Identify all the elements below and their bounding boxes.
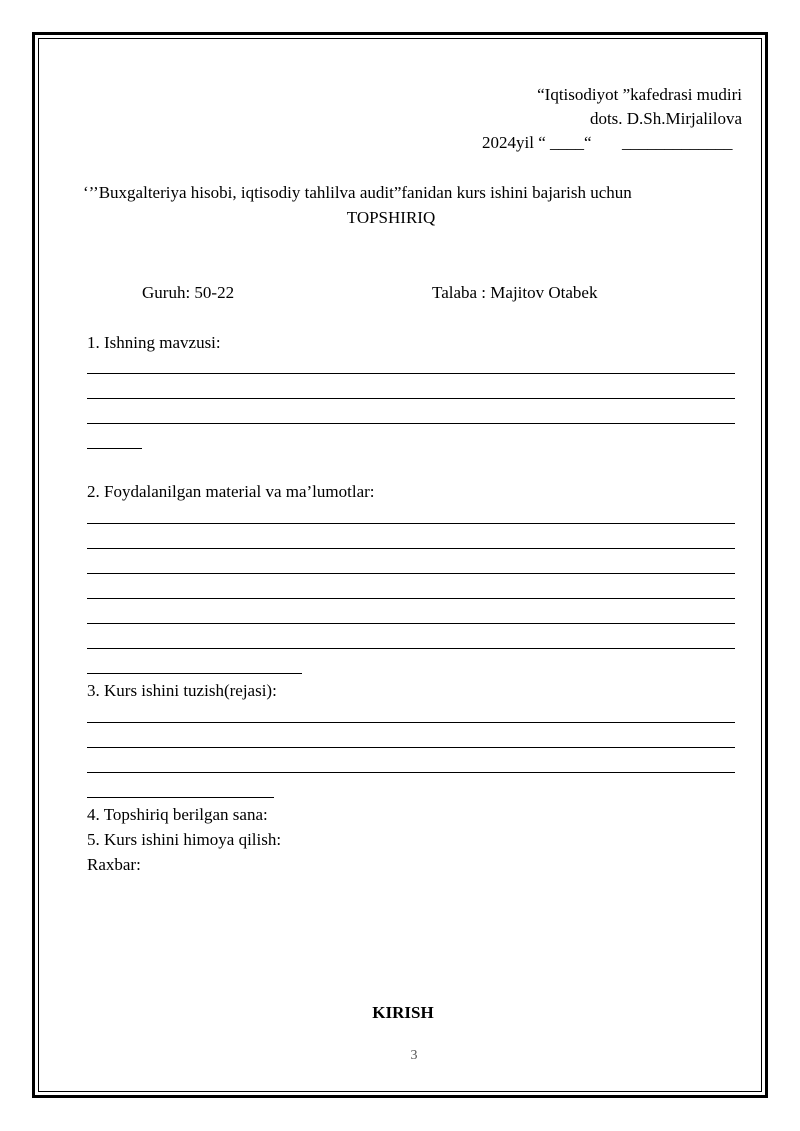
topic-line-4 <box>87 448 142 449</box>
plan-line-1 <box>87 722 735 723</box>
header-department-head: “Iqtisodiyot ”kafedrasi mudiri <box>537 85 742 104</box>
header-date-prefix: 2024yil “ ____“ <box>482 133 592 152</box>
subject-line: ‘’’Buxgalteriya hisobi, iqtisodiy tahlilva audit”fanidan kurs ishini bajarish uchun <box>83 183 632 202</box>
plan-line-2 <box>87 747 735 748</box>
student-label: Talaba : Majitov Otabek <box>432 283 598 302</box>
topic-line-1 <box>87 373 735 374</box>
materials-line-7 <box>87 673 302 674</box>
plan-line-3 <box>87 772 735 773</box>
topic-line-2 <box>87 398 735 399</box>
header-date-signature-blank: _____________ <box>622 133 733 152</box>
supervisor-label: Raxbar: <box>87 855 141 874</box>
materials-line-5 <box>87 623 735 624</box>
group-label: Guruh: 50-22 <box>142 283 235 302</box>
item-issue-date-label: 4. Topshiriq berilgan sana: <box>87 805 268 824</box>
topic-line-3 <box>87 423 735 424</box>
materials-line-6 <box>87 648 735 649</box>
item-topic-label: 1. Ishning mavzusi: <box>87 333 221 352</box>
materials-line-1 <box>87 523 735 524</box>
section-heading-introduction: KIRISH <box>372 1003 434 1022</box>
materials-line-4 <box>87 598 735 599</box>
item-plan-label: 3. Kurs ishini tuzish(rejasi): <box>87 681 277 700</box>
task-title: TOPSHIRIQ <box>346 208 436 227</box>
page-number: 3 <box>410 1048 418 1063</box>
materials-line-3 <box>87 573 735 574</box>
item-materials-label: 2. Foydalanilgan material va ma’lumotlar: <box>87 482 375 501</box>
plan-line-4 <box>87 797 274 798</box>
header-date <box>482 134 592 151</box>
materials-line-2 <box>87 548 735 549</box>
header-lecturer-name: dots. D.Sh.Mirjalilova <box>589 109 742 128</box>
item-defense-label: 5. Kurs ishini himoya qilish: <box>87 830 282 849</box>
